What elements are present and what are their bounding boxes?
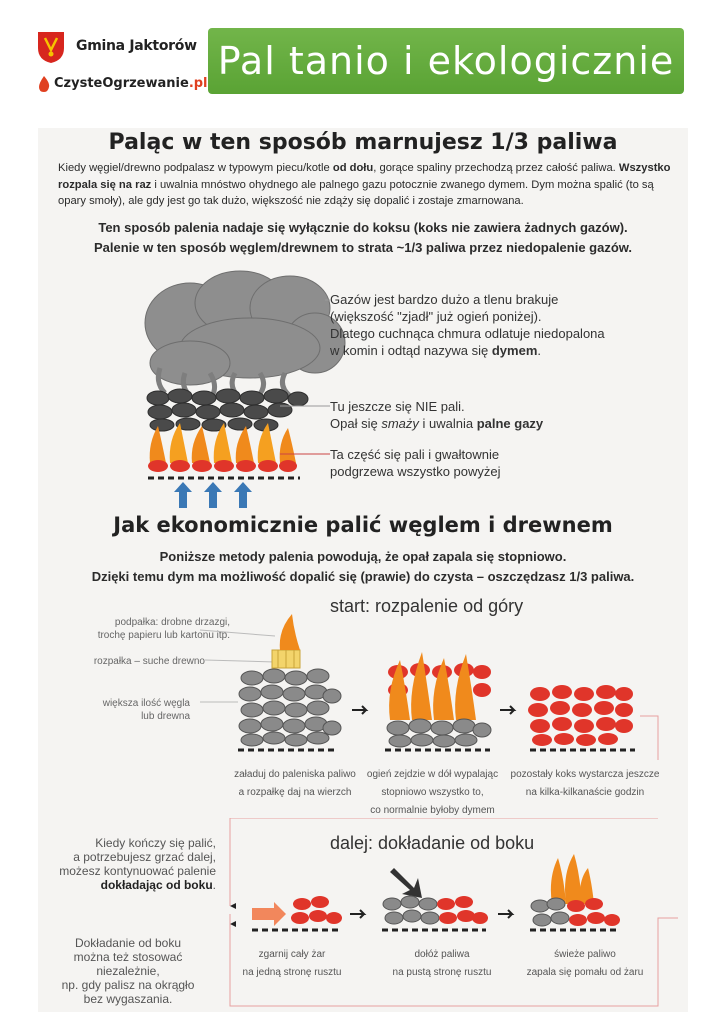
- stage1-fuel-icon: [239, 669, 341, 746]
- callout-fire-line-2: podgrzewa wszystko powyżej: [330, 464, 501, 479]
- intro-text-3: i uwalnia mnóstwo ohydnego ale palnego gazu potocznie zwanego dymem. Dym można spalić (to są opary smoły), ale gdy jest go tak dużo, większość nie zdąży się dopalić i zostaje zmarnowana.: [58, 178, 654, 207]
- section1-intro: [58, 160, 673, 210]
- section2-line1a: Poniższe metody palenia powodują, że opał zapala się: [159, 549, 498, 564]
- dalej-title: dalej: dokładanie od boku: [330, 833, 535, 853]
- label-wegiel-1: większa ilość węgla: [102, 698, 190, 709]
- gmina-logo: [34, 28, 68, 68]
- caption-start-3-line-1: pozostały koks wystarcza jeszcze: [510, 769, 660, 780]
- arrow-right-icon: [352, 706, 366, 714]
- section2-intro-line-2: Dzięki temu dym ma możliwość dopalić się (prawie) do czysta – oszczędzasz 1/3 paliwa.: [91, 569, 635, 584]
- callout-smoke-line-4: [330, 342, 605, 359]
- side-text-2-line-2: można też stosować: [73, 950, 183, 964]
- callout-smoke: [330, 291, 605, 359]
- caption-start-1-line-2: a rozpałkę daj na wierzch: [238, 787, 352, 798]
- top-lit-stages-illustration: [200, 610, 660, 760]
- callout-coal-line-1: Tu jeszcze się NIE pali.: [330, 399, 465, 414]
- intro-text-2: , gorące spaliny przechodzą przez całość paliwa.: [373, 162, 619, 174]
- side-text-2-line-3: niezależnie,: [96, 964, 160, 978]
- arrow-right-icon: [350, 910, 364, 918]
- gmina-name: Gmina Jaktorów: [76, 38, 197, 54]
- caption-start-2-line-3: co normalnie byłoby dymem: [370, 805, 495, 816]
- section1-heading: Paląc w ten sposób marnujesz 1/3 paliwa: [108, 130, 618, 155]
- caption-side-3-line-2: zapala się pomału od żaru: [526, 967, 644, 978]
- gmina-crest-icon: [34, 28, 68, 64]
- caption-start-1: [220, 766, 370, 802]
- label-rozpalka: rozpałka – suche drewno: [93, 656, 205, 667]
- intro-bold-1: od dołu: [332, 162, 374, 174]
- caption-start-3-line-2: na kilka-kilkanaście godzin: [525, 787, 645, 798]
- side-text-independent: [50, 936, 206, 1006]
- caption-side-1: [222, 946, 362, 982]
- kindling-icon: [272, 650, 300, 668]
- caption-start-2-line-1: ogień zejdzie w dół wypalając: [366, 769, 499, 780]
- flame-drop-icon: [36, 75, 52, 93]
- callout-smoke-line-4c: .: [537, 343, 542, 358]
- side-loading-stages-illustration: [222, 818, 692, 1018]
- section2-heading: Jak ekonomicznie palić węglem i drewnem: [113, 513, 613, 537]
- section2-line1-bold: stopniowo: [497, 549, 563, 564]
- air-arrows-icon: [174, 482, 252, 508]
- side-stage2-fuel-icon: [383, 896, 488, 924]
- side-text-1-bold: dokładając od boku: [100, 878, 213, 892]
- side-text-continue: [50, 836, 216, 892]
- side-stage3-fire-icon: [531, 854, 620, 926]
- side-text-1-line-1: Kiedy kończy się palić,: [95, 836, 216, 850]
- callout-coal: [330, 398, 543, 432]
- callout-coal-bold: palne gazy: [476, 416, 544, 431]
- caption-start-2-line-2: stopniowo wszystko to,: [381, 787, 484, 798]
- label-wegiel: [80, 697, 190, 723]
- side-text-1-end: .: [212, 878, 216, 892]
- caption-side-1-line-2: na jedną stronę rusztu: [242, 967, 342, 978]
- callout-coal-line-2: [330, 415, 543, 432]
- arrow-right-icon: [498, 910, 512, 918]
- summary-line-1: Ten sposób palenia nadaje się wyłącznie do koksu (koks nie zawiera żadnych gazów).: [98, 220, 628, 235]
- side-stage1-embers-icon: [291, 896, 342, 924]
- partner-logo: [36, 75, 52, 97]
- callout-smoke-line-3: Dlatego cuchnąca chmura odlatuje niedopalona: [330, 326, 605, 341]
- callout-coal-2c: i uwalnia: [418, 416, 477, 431]
- section1-summary: [58, 218, 668, 258]
- label-podpalka-2: trochę papieru lub kartonu itp.: [97, 630, 230, 641]
- callout-fire-line-1: Ta część się pali i gwałtownie: [330, 447, 500, 462]
- section2-intro-line-1: [58, 547, 668, 567]
- side-text-2-line-1: Dokładanie od boku: [74, 936, 182, 950]
- side-text-2-line-4: np. gdy palisz na okrągło: [61, 978, 195, 992]
- partner-name-tld: .pl: [188, 76, 208, 91]
- section2-intro: [58, 547, 668, 587]
- push-arrow-icon: [252, 902, 286, 926]
- section2-line1c: .: [562, 549, 567, 564]
- coal-layer-icon: [147, 389, 308, 431]
- down-arrow-icon: [390, 868, 422, 898]
- stage3-embers-icon: [528, 685, 633, 746]
- side-text-1-line-4: [50, 878, 216, 892]
- partner-name: [54, 76, 208, 91]
- callout-coal-italic: smaży: [381, 416, 419, 431]
- caption-side-2-line-2: na pustą stronę rusztu: [392, 967, 492, 978]
- label-wegiel-2: lub drewna: [141, 711, 190, 722]
- callout-coal-2a: Opał się: [330, 416, 382, 431]
- intro-text-1: Kiedy węgiel/drewno podpalasz w typowym piecu/kotle: [58, 162, 333, 174]
- caption-side-3-line-1: świeże paliwo: [554, 949, 616, 960]
- intro-bold-2: Wszystko rozpala się na raz: [58, 162, 671, 191]
- caption-side-2-line-1: dołóż paliwa: [414, 949, 470, 960]
- partner-name-main: CzysteOgrzewanie: [54, 76, 189, 91]
- side-text-2-line-5: bez wygaszania.: [83, 992, 173, 1006]
- summary-line-2: Palenie w ten sposób węglem/drewnem to strata ~1/3 paliwa przez niedopalenie gazów.: [93, 240, 633, 255]
- start-title: start: rozpalenie od góry: [330, 596, 524, 616]
- label-podpalka-1: podpałka: drobne drzazgi,: [114, 617, 230, 628]
- caption-start-1-line-1: załaduj do paleniska paliwo: [234, 769, 356, 780]
- smoke-cloud-icon: [145, 271, 345, 385]
- caption-start-2: [360, 766, 505, 820]
- caption-side-2: [372, 946, 512, 982]
- callout-smoke-bold: dymem: [491, 343, 538, 358]
- callout-smoke-line-1: Gazów jest bardzo dużo a tlenu brakuje: [330, 292, 559, 307]
- callout-fire: [330, 446, 501, 480]
- caption-side-3: [510, 946, 660, 982]
- kindling-flame-icon: [280, 614, 300, 650]
- side-text-1-line-2: a potrzebujesz grzać dalej,: [73, 850, 216, 864]
- caption-start-3: [500, 766, 670, 802]
- caption-side-1-line-1: zgarnij cały żar: [258, 949, 326, 960]
- callout-smoke-line-4a: w komin i odtąd nazywa się: [330, 343, 492, 358]
- side-text-1-line-3: możesz kontynuować palenie: [59, 864, 216, 878]
- stage2-fire-icon: [387, 652, 491, 747]
- title-banner: Pal tanio i ekologicznie: [208, 28, 684, 94]
- arrow-right-icon: [500, 706, 514, 714]
- callout-smoke-line-2: (większość "zjadł" już ogień poniżej).: [330, 309, 542, 324]
